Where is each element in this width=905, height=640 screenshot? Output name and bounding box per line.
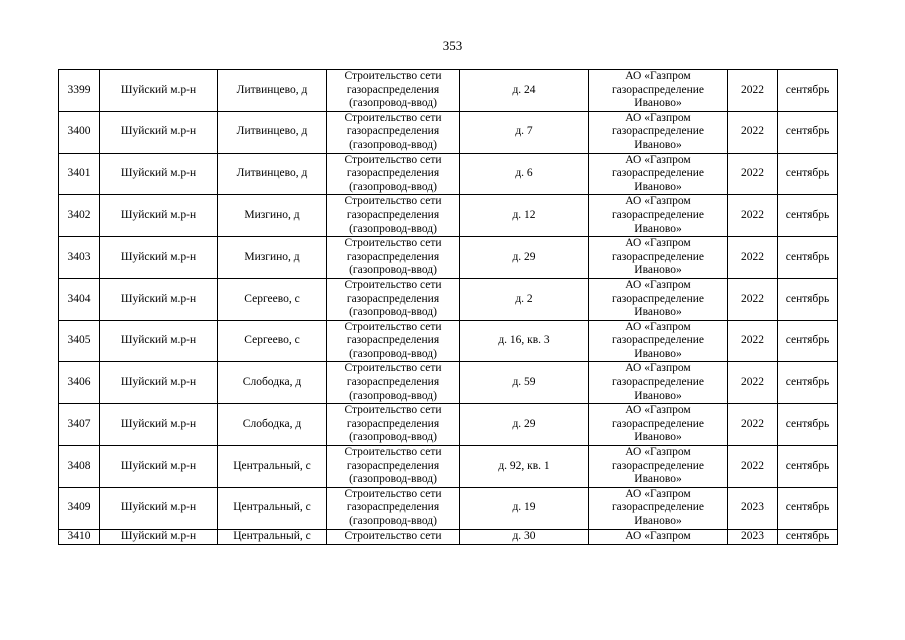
locality-cell: Литвинцево, д [218, 111, 327, 153]
organization-cell-line: АО «Газпром [625, 362, 691, 375]
gas-network-table [58, 69, 838, 545]
work-type-cell-line: (газопровод-ввод) [349, 222, 437, 235]
row-number: 3407 [59, 404, 100, 446]
address-cell: д. 12 [460, 195, 589, 237]
year-cell: 2022 [728, 195, 778, 237]
organization-cell-line: газораспределение [611, 292, 705, 305]
year-cell: 2023 [728, 487, 778, 529]
month-cell: сентябрь [778, 111, 838, 153]
work-type-cell [327, 446, 460, 488]
organization-cell [589, 362, 728, 404]
organization-cell-line: АО «Газпром [625, 404, 691, 417]
address-cell: д. 2 [460, 278, 589, 320]
organization-cell-line: АО «Газпром [625, 70, 691, 82]
work-type-cell-line: (газопровод-ввод) [349, 306, 437, 319]
district-cell: Шуйский м.р-н [100, 320, 218, 362]
work-type-cell-line: (газопровод-ввод) [349, 431, 437, 444]
page-number: 353 [442, 38, 463, 53]
year-cell: 2022 [728, 153, 778, 195]
table-row [59, 195, 838, 237]
work-type-cell-line: Строительство сети [344, 320, 442, 333]
work-type-cell [327, 529, 460, 544]
work-type-cell-line: Строительство сети [344, 70, 442, 82]
table-row [59, 111, 838, 153]
work-type-cell-line: (газопровод-ввод) [349, 473, 437, 486]
organization-cell-line: АО «Газпром [625, 446, 691, 459]
organization-cell-line: АО «Газпром [625, 111, 691, 124]
table-row [59, 404, 838, 446]
year-cell: 2022 [728, 404, 778, 446]
organization-cell-line: газораспределение [611, 459, 705, 472]
organization-cell [589, 278, 728, 320]
organization-cell-line: Иваново» [634, 347, 682, 360]
organization-cell-line: газораспределение [611, 334, 705, 347]
organization-cell-line: Иваново» [634, 389, 682, 402]
work-type-cell-line: Строительство сети [344, 111, 442, 124]
organization-cell-line: Иваново» [634, 473, 682, 486]
organization-cell [589, 529, 728, 544]
organization-cell-line: газораспределение [611, 250, 705, 263]
locality-cell: Мизгино, д [218, 195, 327, 237]
work-type-cell-line: газораспределения [346, 334, 440, 347]
locality-cell: Литвинцево, д [218, 70, 327, 112]
work-type-cell [327, 111, 460, 153]
locality-cell: Центральный, с [218, 487, 327, 529]
table-row [59, 362, 838, 404]
organization-cell-line: Иваново» [634, 180, 682, 193]
address-cell: д. 7 [460, 111, 589, 153]
locality-cell: Слободка, д [218, 404, 327, 446]
row-number: 3408 [59, 446, 100, 488]
locality-cell: Центральный, с [218, 446, 327, 488]
locality-cell: Центральный, с [218, 529, 327, 544]
table-row [59, 153, 838, 195]
organization-cell-line: АО «Газпром [625, 195, 691, 208]
year-cell: 2022 [728, 362, 778, 404]
address-cell: д. 30 [460, 529, 589, 544]
organization-cell [589, 320, 728, 362]
month-cell: сентябрь [778, 446, 838, 488]
year-cell: 2022 [728, 111, 778, 153]
row-number: 3401 [59, 153, 100, 195]
district-cell: Шуйский м.р-н [100, 111, 218, 153]
district-cell: Шуйский м.р-н [100, 70, 218, 112]
work-type-cell-line: (газопровод-ввод) [349, 138, 437, 151]
row-number: 3403 [59, 237, 100, 279]
table-row [59, 278, 838, 320]
organization-cell-line: Иваново» [634, 264, 682, 277]
organization-cell-line: Иваново» [634, 222, 682, 235]
work-type-cell-line: Строительство сети [344, 487, 442, 500]
year-cell: 2022 [728, 70, 778, 112]
work-type-cell-line: Строительство сети [344, 362, 442, 375]
district-cell: Шуйский м.р-н [100, 487, 218, 529]
work-type-cell-line: (газопровод-ввод) [349, 97, 437, 110]
work-type-cell-line: (газопровод-ввод) [349, 389, 437, 402]
address-cell: д. 92, кв. 1 [460, 446, 589, 488]
work-type-cell [327, 320, 460, 362]
year-cell: 2022 [728, 320, 778, 362]
row-number: 3402 [59, 195, 100, 237]
work-type-cell [327, 195, 460, 237]
month-cell: сентябрь [778, 153, 838, 195]
work-type-cell [327, 487, 460, 529]
work-type-cell-line: газораспределения [346, 83, 440, 96]
month-cell: сентябрь [778, 237, 838, 279]
address-cell: д. 24 [460, 70, 589, 112]
organization-cell-line: газораспределение [611, 167, 705, 180]
address-cell: д. 29 [460, 237, 589, 279]
table-row [59, 237, 838, 279]
locality-cell: Слободка, д [218, 362, 327, 404]
work-type-cell-line: газораспределения [346, 459, 440, 472]
address-cell: д. 16, кв. 3 [460, 320, 589, 362]
month-cell: сентябрь [778, 404, 838, 446]
row-number: 3410 [59, 529, 100, 544]
address-cell: д. 19 [460, 487, 589, 529]
work-type-cell-line: Строительство сети [344, 529, 442, 542]
year-cell: 2022 [728, 278, 778, 320]
district-cell: Шуйский м.р-н [100, 529, 218, 544]
work-type-cell [327, 404, 460, 446]
row-number: 3409 [59, 487, 100, 529]
work-type-cell-line: газораспределения [346, 125, 440, 138]
work-type-cell-line: Строительство сети [344, 404, 442, 417]
organization-cell-line: газораспределение [611, 501, 705, 514]
table-row [59, 487, 838, 529]
work-type-cell-line: газораспределения [346, 501, 440, 514]
locality-cell: Мизгино, д [218, 237, 327, 279]
organization-cell-line: газораспределение [611, 125, 705, 138]
month-cell: сентябрь [778, 529, 838, 544]
district-cell: Шуйский м.р-н [100, 237, 218, 279]
organization-cell-line: Иваново» [634, 97, 682, 110]
organization-cell-line: АО «Газпром [625, 237, 691, 250]
year-cell: 2023 [728, 529, 778, 544]
month-cell: сентябрь [778, 278, 838, 320]
organization-cell-line: Иваново» [634, 138, 682, 151]
month-cell: сентябрь [778, 70, 838, 112]
work-type-cell-line: (газопровод-ввод) [349, 515, 437, 527]
organization-cell [589, 404, 728, 446]
table-row [59, 446, 838, 488]
work-type-cell-line: Строительство сети [344, 195, 442, 208]
work-type-cell-line: газораспределения [346, 292, 440, 305]
organization-cell-line: АО «Газпром [625, 278, 691, 291]
locality-cell: Сергеево, с [218, 278, 327, 320]
work-type-cell-line: (газопровод-ввод) [349, 180, 437, 193]
row-number: 3404 [59, 278, 100, 320]
work-type-cell-line: Строительство сети [344, 237, 442, 250]
organization-cell-line: газораспределение [611, 417, 705, 430]
table-row [59, 529, 838, 544]
organization-cell-line: Иваново» [634, 515, 682, 527]
month-cell: сентябрь [778, 362, 838, 404]
work-type-cell-line: (газопровод-ввод) [349, 347, 437, 360]
district-cell: Шуйский м.р-н [100, 153, 218, 195]
organization-cell [589, 237, 728, 279]
district-cell: Шуйский м.р-н [100, 446, 218, 488]
organization-cell-line: АО «Газпром [625, 153, 691, 166]
address-cell: д. 29 [460, 404, 589, 446]
work-type-cell-line: Строительство сети [344, 446, 442, 459]
work-type-cell [327, 237, 460, 279]
organization-cell-line: газораспределение [611, 83, 705, 96]
organization-cell-line: Иваново» [634, 431, 682, 444]
month-cell: сентябрь [778, 487, 838, 529]
organization-cell-line: АО «Газпром [625, 529, 691, 542]
address-cell: д. 6 [460, 153, 589, 195]
address-cell: д. 59 [460, 362, 589, 404]
work-type-cell [327, 153, 460, 195]
year-cell: 2022 [728, 237, 778, 279]
organization-cell-line: АО «Газпром [625, 320, 691, 333]
organization-cell [589, 487, 728, 529]
district-cell: Шуйский м.р-н [100, 195, 218, 237]
row-number: 3406 [59, 362, 100, 404]
district-cell: Шуйский м.р-н [100, 404, 218, 446]
table-row [59, 70, 838, 112]
work-type-cell-line: газораспределения [346, 376, 440, 389]
table-row [59, 320, 838, 362]
organization-cell-line: газораспределение [611, 208, 705, 221]
organization-cell [589, 153, 728, 195]
row-number: 3399 [59, 70, 100, 112]
work-type-cell-line: газораспределения [346, 208, 440, 221]
locality-cell: Литвинцево, д [218, 153, 327, 195]
year-cell: 2022 [728, 446, 778, 488]
work-type-cell-line: Строительство сети [344, 153, 442, 166]
work-type-cell-line: газораспределения [346, 250, 440, 263]
work-type-cell [327, 278, 460, 320]
organization-cell-line: АО «Газпром [625, 487, 691, 500]
organization-cell [589, 195, 728, 237]
row-number: 3400 [59, 111, 100, 153]
work-type-cell [327, 362, 460, 404]
month-cell: сентябрь [778, 320, 838, 362]
district-cell: Шуйский м.р-н [100, 362, 218, 404]
work-type-cell [327, 70, 460, 112]
work-type-cell-line: Строительство сети [344, 278, 442, 291]
organization-cell-line: газораспределение [611, 376, 705, 389]
organization-cell [589, 446, 728, 488]
organization-cell [589, 70, 728, 112]
district-cell: Шуйский м.р-н [100, 278, 218, 320]
locality-cell: Сергеево, с [218, 320, 327, 362]
month-cell: сентябрь [778, 195, 838, 237]
organization-cell-line: Иваново» [634, 306, 682, 319]
work-type-cell-line: (газопровод-ввод) [349, 264, 437, 277]
row-number: 3405 [59, 320, 100, 362]
organization-cell [589, 111, 728, 153]
work-type-cell-line: газораспределения [346, 167, 440, 180]
work-type-cell-line: газораспределения [346, 417, 440, 430]
